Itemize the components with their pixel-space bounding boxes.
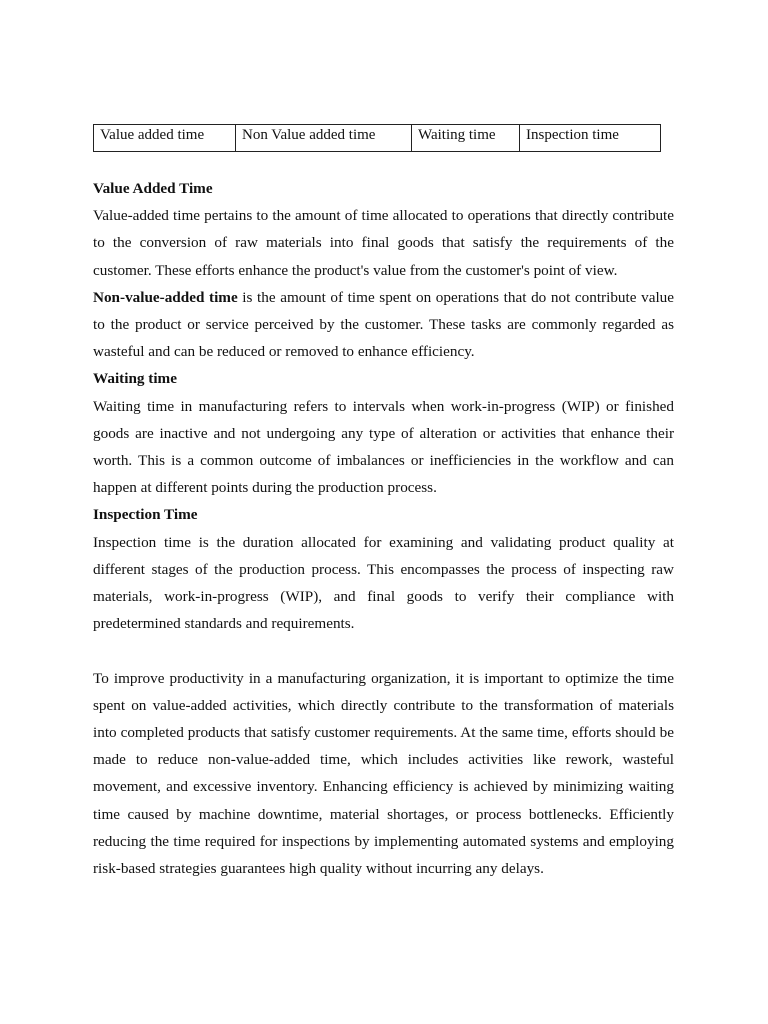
table-cell-non-value-added: Non Value added time [236, 125, 412, 152]
document-body [93, 175, 674, 882]
non-value-added-text: is the amount of time spent on operations that do not contribute value to the product or service perceived by the customer. These tasks are commonly regarded as wasteful and can be reduced or removed to enhance efficiency. [93, 288, 674, 361]
waiting-time-paragraph: Waiting time in manufacturing refers to intervals when work-in-progress (WIP) or finished goods are inactive and not undergoing any type of alteration or activities that enhance their worth. This is a common outcome of imbalances or inefficiencies in the workflow and can happen at different points during the production process. [93, 397, 674, 497]
conclusion-paragraph: To improve productivity in a manufacturing organization, it is important to optimize the time spent on value-added activities, which directly contribute to the transformation of materials into completed products that satisfy customer requirements. At the same time, efforts should be made to reduce non-value-added time, which includes activities like rework, wasteful movement, and excessive inventory. Enhancing efficiency is achieved by minimizing waiting time caused by machine downtime, material shortages, or process bottlenecks. Efficiently reducing the time required for inspections by implementing automated systems and employing risk-based strategies guarantees high quality without incurring any delays. [93, 669, 674, 878]
non-value-added-term: Non-value-added time [93, 288, 238, 306]
inspection-time-heading: Inspection Time [93, 506, 198, 524]
table-cell-waiting: Waiting time [412, 125, 520, 152]
table-cell-inspection: Inspection time [520, 125, 661, 152]
table-cell-value-added: Value added time [94, 125, 236, 152]
value-added-paragraph: Value-added time pertains to the amount of time allocated to operations that directly contribute to the conversion of raw materials into final goods that satisfy the requirements of the customer. These efforts enhance the product's value from the customer's point of view. [93, 207, 674, 279]
waiting-time-heading: Waiting time [93, 370, 177, 388]
table-row [94, 125, 661, 152]
inspection-time-paragraph: Inspection time is the duration allocated for examining and validating product quality at different stages of the production process. This encompasses the process of inspecting raw materials, work-in-progress (WIP), and final goods to verify their compliance with predetermined standards and requirements. [93, 533, 674, 633]
value-added-heading: Value Added Time [93, 180, 213, 197]
paragraph-spacer [93, 637, 674, 664]
time-categories-table [93, 124, 661, 152]
non-value-added-paragraph [93, 284, 674, 366]
